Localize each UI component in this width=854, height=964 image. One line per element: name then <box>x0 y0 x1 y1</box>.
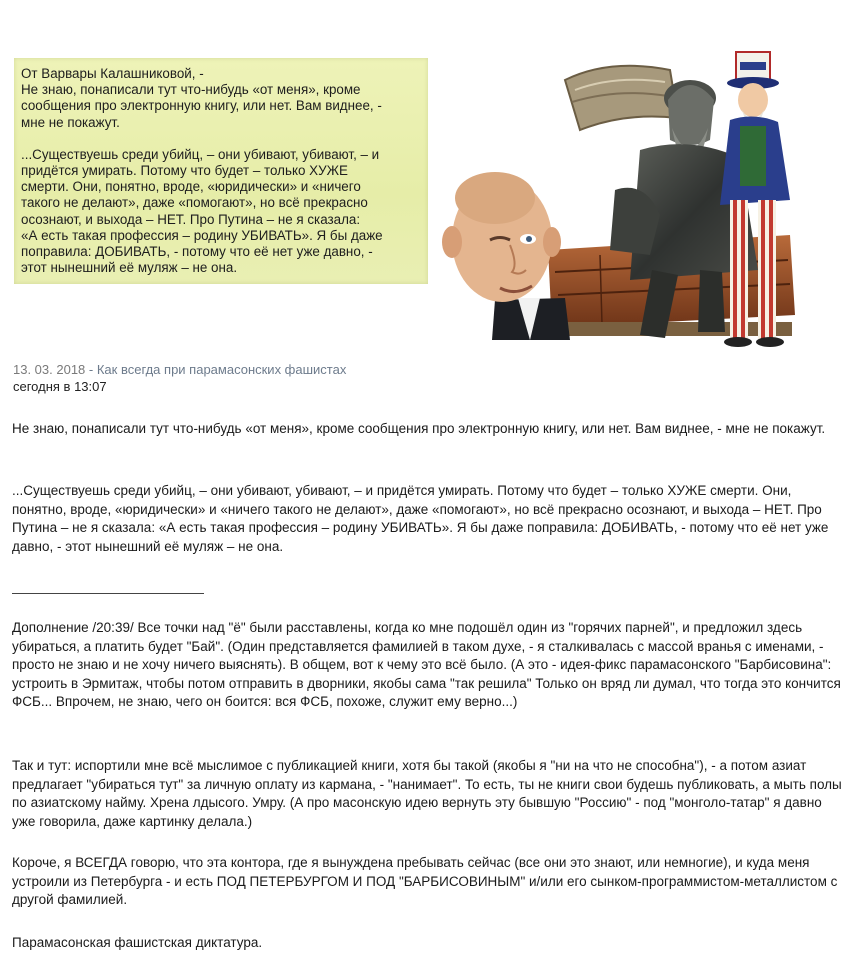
caricature-head <box>442 172 570 340</box>
quote-image-box <box>14 58 428 284</box>
post-date-line <box>13 362 346 377</box>
post-meta <box>13 362 346 394</box>
body-paragraph-5: Короче, я ВСЕГДА говорю, что эта контора, где я вынуждена пребывать сейчас (все они это знают, или немногие), и куда меня устроили из Петербурга - и есть ПОД ПЕТЕРБУРГОМ И ПОД "БАРБИСОВИНЫМ" и/или его сынком-программистом-металлистом с другой фамилией. <box>12 855 838 907</box>
body-paragraph-addendum: Дополнение /20:39/ Все точки над "ё" были расставлены, когда ко мне подошёл один из "горячих парней", и предложил здесь убираться, а платить будет "Бай". (Один представляется фамилией в таком духе, - я сталкивалась с массой вранья с именами, - просто не знаю и не хочу ничего выяснять). В общем, вот к чему это всё было. (А это - идея-фикс парамасонского "Барбисовина": устроить в Эрмитаж, чтобы потом отправить в дворники, якобы сама "так решила" Только он вряд ли думал, что тогда это кончится ФСБ... Впрочем, не знаю, чего он боится: вся ФСБ, похоже, служит ему верно...) <box>12 620 841 709</box>
satirical-collage-image <box>440 40 840 352</box>
ornate-frame <box>565 66 678 130</box>
quote-paragraph-2: ...Существуешь среди убийц, – они убивают, убивают, – и придётся умирать. Потому что будет – только ХУЖЕ смерти. Они, понятно, вроде, «юридически» и «ничего такого не делают», даже «помогают», но всё прекрасно осознают, и выхода – НЕТ. Про Путина – не я сказала: «А есть такая профессия – родину УБИВАТЬ». Я бы даже поправила: ДОБИВАТЬ, - потому что её нет уже давно, - этот нынешний её муляж – не она. <box>21 146 383 276</box>
section-divider <box>12 593 204 594</box>
body-paragraph-2: ...Существуешь среди убийц, – они убивают, убивают, – и придётся умирать. Потому что будет – только ХУЖЕ смерти. Они, понятно, вроде, «юридически» и «ничего такого не делают», даже «помогают», но всё прекрасно осознают, и выхода – НЕТ. Про Путина – не я сказала: «А есть такая профессия – родину УБИВАТЬ». Я бы даже поправила: ДОБИВАТЬ, - потому что её нет уже давно, - этот нынешний её муляж – не она. <box>12 483 829 554</box>
quote-paragraph-1: От Варвары Калашниковой, - Не знаю, понаписали тут что-нибудь «от меня», кроме сообщения про электронную книгу, или нет. Вам виднее, - мне не покажут. <box>21 66 382 130</box>
post-title-link[interactable]: - Как всегда при парамасонских фашистах <box>85 362 347 377</box>
body-paragraph-4: Так и тут: испортили мне всё мыслимое с публикацией книги, хотя бы такой (якобы я "ни на что не способна"), - а потом азиат предлагает "убираться тут" за личную оплату из кармана, - "нанимает". То есть, ты не книги свои будешь публиковать, а мыть полы по азиатскому найму. Хрена лдысого. Умру. (А про масонскую идею вернуть эту бывшую "Россию" - под "монголо-татар" я давно уже говорила, даже картинку делала.) <box>12 758 842 829</box>
quote-gap <box>21 131 420 147</box>
body-paragraph-1: Не знаю, понаписали тут что-нибудь «от меня», кроме сообщения про электронную книгу, или нет. Вам виднее, - мне не покажут. <box>12 421 826 436</box>
body-paragraph-6: Парамасонская фашистская диктатура. <box>12 935 263 950</box>
post-time: сегодня в 13:07 <box>13 379 107 394</box>
post-date: 13. 03. 2018 <box>13 362 86 377</box>
